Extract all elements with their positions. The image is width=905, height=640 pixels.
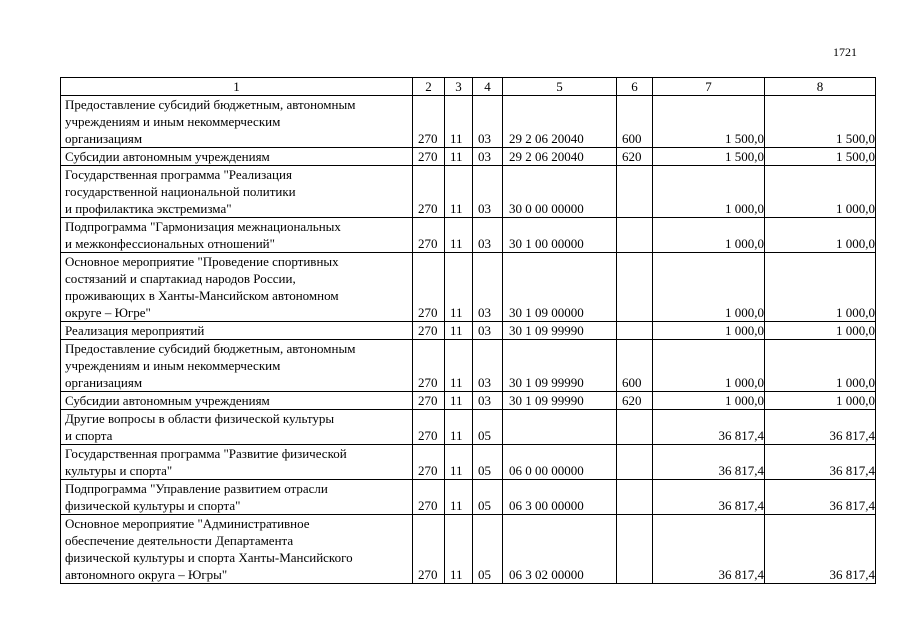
row-col5: 06 3 00 00000 xyxy=(503,480,617,515)
row-col2: 270 xyxy=(413,515,445,584)
row-col5: 06 3 02 00000 xyxy=(503,515,617,584)
row-col8: 36 817,4 xyxy=(765,480,876,515)
row-col4: 03 xyxy=(473,218,503,253)
column-header-1: 1 xyxy=(61,78,413,96)
row-col2: 270 xyxy=(413,166,445,218)
row-col3: 11 xyxy=(445,218,473,253)
row-col6 xyxy=(617,218,653,253)
row-name: Субсидии автономным учреждениям xyxy=(61,148,413,166)
row-col7: 36 817,4 xyxy=(653,515,765,584)
table-row xyxy=(61,392,876,410)
page-number: 1721 xyxy=(833,45,857,59)
row-col7: 1 000,0 xyxy=(653,322,765,340)
table-row xyxy=(61,322,876,340)
row-col8: 1 000,0 xyxy=(765,322,876,340)
row-name: Основное мероприятие "Административное обеспечение деятельности Департамента физической культуры и спорта Ханты-Мансийского автономного округа – Югры" xyxy=(61,515,413,584)
row-col8: 1 500,0 xyxy=(765,96,876,148)
row-col4: 03 xyxy=(473,166,503,218)
row-col3: 11 xyxy=(445,515,473,584)
row-name: Предоставление субсидий бюджетным, автономным учреждениям и иным некоммерческим организациям xyxy=(61,96,413,148)
row-col8: 1 000,0 xyxy=(765,340,876,392)
column-header-7: 7 xyxy=(653,78,765,96)
row-col3: 11 xyxy=(445,253,473,322)
table-row xyxy=(61,218,876,253)
row-col7: 36 817,4 xyxy=(653,480,765,515)
row-col3: 11 xyxy=(445,410,473,445)
budget-table xyxy=(60,77,876,584)
row-name: Реализация мероприятий xyxy=(61,322,413,340)
row-col8: 36 817,4 xyxy=(765,515,876,584)
row-col6 xyxy=(617,166,653,218)
row-col6: 620 xyxy=(617,392,653,410)
row-col2: 270 xyxy=(413,218,445,253)
row-col8: 1 500,0 xyxy=(765,148,876,166)
row-col5: 30 1 09 99990 xyxy=(503,322,617,340)
row-col7: 36 817,4 xyxy=(653,445,765,480)
row-col5: 30 0 00 00000 xyxy=(503,166,617,218)
row-col4: 03 xyxy=(473,253,503,322)
table-row xyxy=(61,340,876,392)
row-col2: 270 xyxy=(413,410,445,445)
table-row xyxy=(61,166,876,218)
row-col4: 03 xyxy=(473,96,503,148)
table-row xyxy=(61,253,876,322)
row-col6 xyxy=(617,322,653,340)
row-name: Основное мероприятие "Проведение спортивных состязаний и спартакиад народов России, проживающих в Ханты-Мансийском автономном округе – Югре" xyxy=(61,253,413,322)
row-name: Государственная программа "Реализация государственной национальной политики и профилактика экстремизма" xyxy=(61,166,413,218)
row-col4: 05 xyxy=(473,445,503,480)
row-col7: 1 000,0 xyxy=(653,166,765,218)
row-col7: 1 000,0 xyxy=(653,340,765,392)
row-col5: 29 2 06 20040 xyxy=(503,148,617,166)
row-col2: 270 xyxy=(413,322,445,340)
row-col4: 05 xyxy=(473,410,503,445)
row-col6 xyxy=(617,410,653,445)
row-col6: 600 xyxy=(617,96,653,148)
row-col4: 03 xyxy=(473,322,503,340)
row-col6: 620 xyxy=(617,148,653,166)
row-col6 xyxy=(617,480,653,515)
row-col6 xyxy=(617,515,653,584)
row-col4: 03 xyxy=(473,148,503,166)
row-col8: 1 000,0 xyxy=(765,253,876,322)
table-row xyxy=(61,445,876,480)
row-col8: 1 000,0 xyxy=(765,218,876,253)
row-col7: 1 000,0 xyxy=(653,253,765,322)
row-col8: 36 817,4 xyxy=(765,410,876,445)
row-col7: 1 000,0 xyxy=(653,218,765,253)
row-col5: 30 1 09 00000 xyxy=(503,253,617,322)
row-col3: 11 xyxy=(445,480,473,515)
row-name: Подпрограмма "Гармонизация межнациональных и межконфессиональных отношений" xyxy=(61,218,413,253)
row-col6 xyxy=(617,253,653,322)
column-header-6: 6 xyxy=(617,78,653,96)
row-name: Субсидии автономным учреждениям xyxy=(61,392,413,410)
row-col8: 1 000,0 xyxy=(765,166,876,218)
row-col6: 600 xyxy=(617,340,653,392)
row-name: Подпрограмма "Управление развитием отрасли физической культуры и спорта" xyxy=(61,480,413,515)
row-col3: 11 xyxy=(445,96,473,148)
table-row xyxy=(61,480,876,515)
row-col8: 1 000,0 xyxy=(765,392,876,410)
row-col2: 270 xyxy=(413,340,445,392)
row-col3: 11 xyxy=(445,445,473,480)
row-name: Государственная программа "Развитие физической культуры и спорта" xyxy=(61,445,413,480)
row-col2: 270 xyxy=(413,253,445,322)
row-col5: 29 2 06 20040 xyxy=(503,96,617,148)
row-col2: 270 xyxy=(413,480,445,515)
row-col5: 06 0 00 00000 xyxy=(503,445,617,480)
row-col6 xyxy=(617,445,653,480)
column-header-3: 3 xyxy=(445,78,473,96)
row-col2: 270 xyxy=(413,148,445,166)
row-col7: 1 000,0 xyxy=(653,392,765,410)
row-name: Предоставление субсидий бюджетным, автономным учреждениям и иным некоммерческим организациям xyxy=(61,340,413,392)
row-col3: 11 xyxy=(445,392,473,410)
column-header-5: 5 xyxy=(503,78,617,96)
row-name: Другие вопросы в области физической культуры и спорта xyxy=(61,410,413,445)
row-col7: 1 500,0 xyxy=(653,148,765,166)
row-col7: 36 817,4 xyxy=(653,410,765,445)
row-col7: 1 500,0 xyxy=(653,96,765,148)
header-row xyxy=(61,78,876,96)
row-col5: 30 1 09 99990 xyxy=(503,392,617,410)
row-col4: 03 xyxy=(473,340,503,392)
row-col4: 05 xyxy=(473,480,503,515)
row-col8: 36 817,4 xyxy=(765,445,876,480)
row-col4: 05 xyxy=(473,515,503,584)
row-col5 xyxy=(503,410,617,445)
row-col3: 11 xyxy=(445,148,473,166)
row-col3: 11 xyxy=(445,322,473,340)
row-col2: 270 xyxy=(413,96,445,148)
table-row xyxy=(61,410,876,445)
column-header-2: 2 xyxy=(413,78,445,96)
column-header-4: 4 xyxy=(473,78,503,96)
table-row xyxy=(61,148,876,166)
row-col3: 11 xyxy=(445,166,473,218)
row-col2: 270 xyxy=(413,445,445,480)
column-header-8: 8 xyxy=(765,78,876,96)
row-col4: 03 xyxy=(473,392,503,410)
table-row xyxy=(61,515,876,584)
row-col2: 270 xyxy=(413,392,445,410)
table-row xyxy=(61,96,876,148)
row-col3: 11 xyxy=(445,340,473,392)
row-col5: 30 1 00 00000 xyxy=(503,218,617,253)
row-col5: 30 1 09 99990 xyxy=(503,340,617,392)
